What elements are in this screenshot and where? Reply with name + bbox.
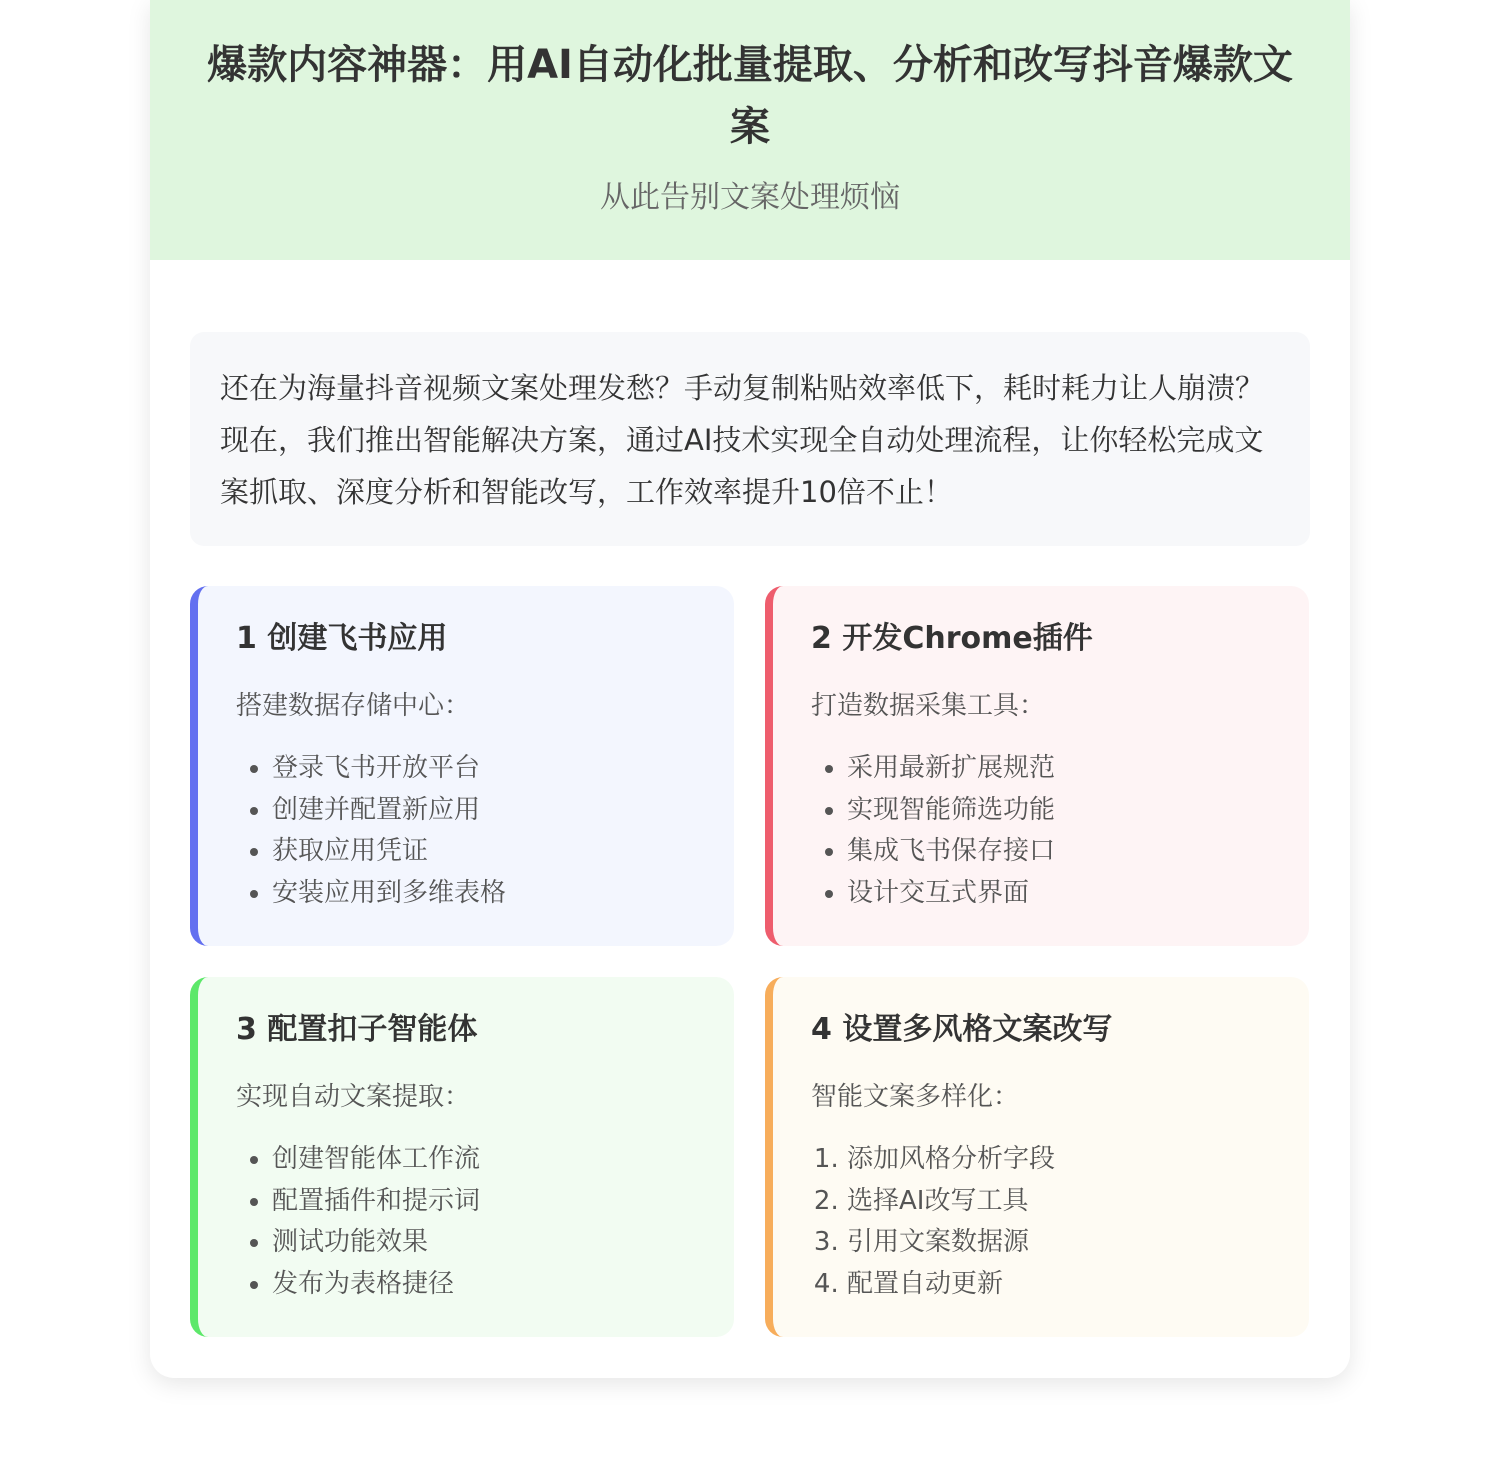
- list-item: • 获取应用凭证: [272, 831, 704, 873]
- list-item: 2. 选择AI改写工具: [847, 1181, 1279, 1223]
- list-item: • 采用最新扩展规范: [847, 748, 1279, 790]
- article-card: [150, 0, 1350, 1378]
- list-item: • 登录飞书开放平台: [272, 748, 704, 790]
- page-subtitle: 从此告别文案处理烦恼: [600, 180, 900, 215]
- step-title: 3 配置扣子智能体: [236, 1012, 478, 1047]
- step-card-style-rewrite: [765, 977, 1309, 1337]
- list-item: • 设计交互式界面: [847, 873, 1279, 915]
- list-item: 1. 添加风格分析字段: [847, 1139, 1279, 1181]
- step-list: [236, 1139, 704, 1305]
- step-description: 实现自动文案提取：: [236, 1082, 471, 1112]
- list-item: • 实现智能筛选功能: [847, 790, 1279, 832]
- step-card-coze-agent: [190, 977, 734, 1337]
- list-item: 4. 配置自动更新: [847, 1264, 1279, 1306]
- step-description: 打造数据采集工具：: [811, 691, 1046, 721]
- list-item: • 创建并配置新应用: [272, 790, 704, 832]
- step-card-chrome-plugin: [765, 586, 1309, 946]
- step-title: 4 设置多风格文案改写: [811, 1012, 1113, 1047]
- list-item: • 安装应用到多维表格: [272, 873, 704, 915]
- hero-banner: [150, 0, 1350, 260]
- intro-box: [190, 332, 1310, 546]
- step-title: 1 创建飞书应用: [236, 621, 448, 656]
- list-item: • 创建智能体工作流: [272, 1139, 704, 1181]
- list-item: • 测试功能效果: [272, 1222, 704, 1264]
- page-title: 爆款内容神器：用AI自动化批量提取、分析和改写抖音爆款文案: [207, 42, 1293, 150]
- step-list: [236, 748, 704, 914]
- step-title: 2 开发Chrome插件: [811, 621, 1093, 656]
- intro-text: 还在为海量抖音视频文案处理发愁？手动复制粘贴效率低下，耗时耗力让人崩溃？现在，我们推出智能解决方案，通过AI技术实现全自动处理流程，让你轻松完成文案抓取、深度分析和智能改写，工作效率提升10倍不止！: [220, 371, 1265, 509]
- step-ordered-list: [811, 1139, 1279, 1305]
- list-item: • 集成飞书保存接口: [847, 831, 1279, 873]
- list-item: • 配置插件和提示词: [272, 1181, 704, 1223]
- step-description: 智能文案多样化：: [811, 1082, 1020, 1112]
- list-item: • 发布为表格捷径: [272, 1264, 704, 1306]
- list-item: 3. 引用文案数据源: [847, 1222, 1279, 1264]
- step-card-feishu-app: [190, 586, 734, 946]
- step-description: 搭建数据存储中心：: [236, 691, 471, 721]
- step-list: [811, 748, 1279, 914]
